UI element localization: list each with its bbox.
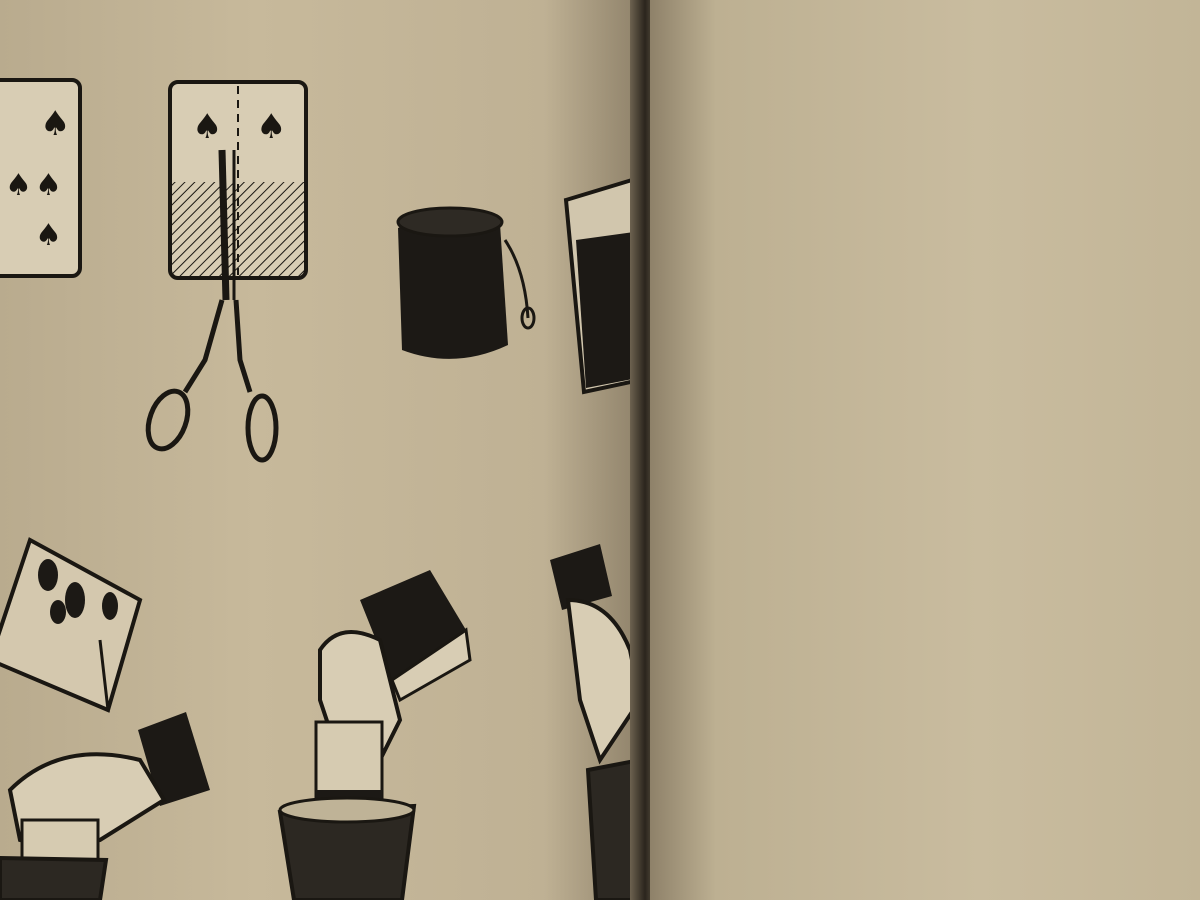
sleeve-illustration xyxy=(398,208,534,359)
hand-left-illustration xyxy=(0,712,210,900)
right-page-text xyxy=(666,0,1200,22)
glass-illustration xyxy=(566,180,640,392)
hand-pulling-card-illustration xyxy=(280,570,470,900)
card-shown-illustration xyxy=(0,80,80,276)
card-cut-illustration xyxy=(170,82,306,278)
spade-icon: ♠ xyxy=(192,107,223,147)
spade-icon: ♠ xyxy=(40,104,71,144)
spade-icon: ♠ xyxy=(256,107,287,147)
stained-paper-illustration xyxy=(0,540,140,710)
right-page xyxy=(650,0,1200,900)
spade-icon: ♠ xyxy=(35,218,62,253)
spade-icon: ♠ xyxy=(5,168,32,203)
spade-icon: ♠ xyxy=(35,168,62,203)
hand-right-illustration xyxy=(550,544,640,900)
